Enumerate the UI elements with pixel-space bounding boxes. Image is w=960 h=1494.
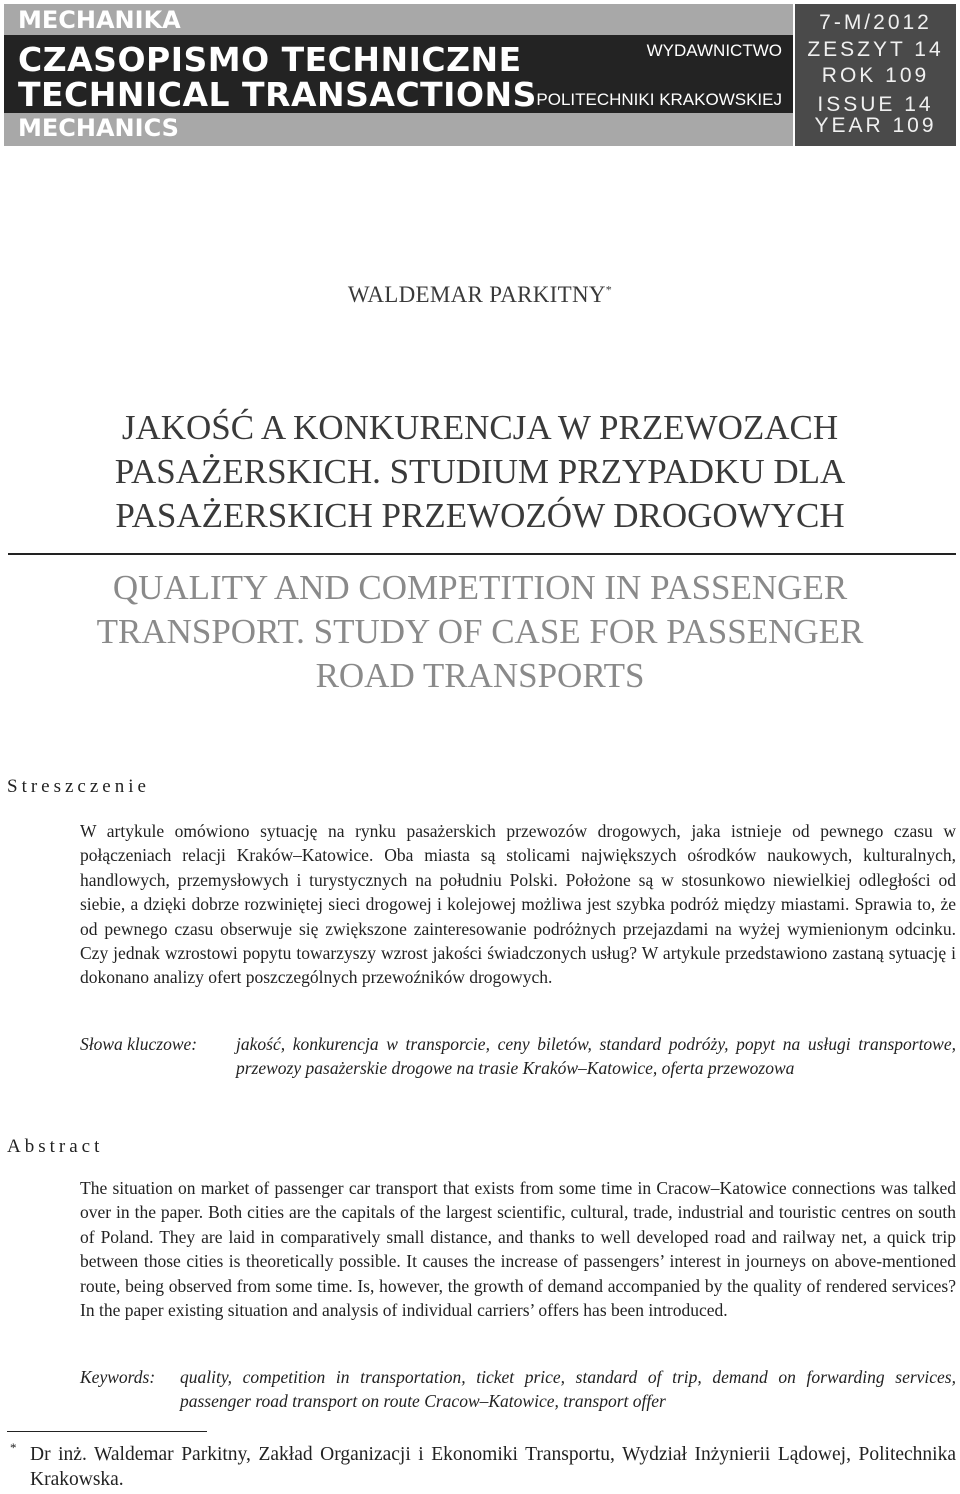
abstract-text: The situation on market of passenger car transport that exists from some time in Cracow–Katowice connections was talked over in the paper. Both cities are the capitals of the largest scientific, cultural, trade, industrial and touristic centres on south of Poland. They are laid in comparatively small distance, and thanks to well developed road and railway net, a quick trip between those cities is theoretically possible. It causes the increase of passengers’ interest in journeys on above-mentioned route, being observed from some time. Is, however, the growth of demand accompanied by the quality of rendered services? In the paper existing situation and analysis of individual carriers’ offers has been introduced. [80, 1178, 956, 1321]
journal-name-pl: CZASOPISMO TECHNICZNE [18, 40, 522, 79]
journal-name-en: TECHNICAL TRANSACTIONS [18, 75, 537, 114]
keywords-en [80, 1365, 956, 1414]
keywords-pl [80, 1032, 956, 1081]
title-polish: JAKOŚĆ A KONKURENCJA W PRZEWOZACH PASAŻERSKICH. STUDIUM PRZYPADKU DLA PASAŻERSKICH PRZEWOZÓW DROGOWYCH [114, 408, 846, 535]
issue-issue: ISSUE 14 [817, 93, 934, 116]
journal-section-en: MECHANICS [18, 114, 179, 142]
keywords-pl-label: Słowa kluczowe: [80, 1034, 198, 1054]
issue-rok: ROK 109 [821, 64, 930, 87]
title-divider [8, 553, 956, 555]
footnote-mark: * [10, 1440, 17, 1455]
streszczenie-text: W artykule omówiono sytuację na rynku pasażerskich przewozów drogowych, jaka istnieje od pewnego czasu w połączeniach relacji Kraków–Katowice. Oba miasta są stolicami największych ośrodków naukowych, kulturalnych, handlowych, przemysłowych i turystycznych na południu Polski. Położone są w stosunkowo niewielkiej odległości od siebie, a dzięki dobrze rozwiniętej sieci drogowej i kolejowej możliwa jest szybka podróż między miastami. Sprawia to, że od pewnego czasu obserwuje się zwiększone zainteresowanie podróżnych przejazdami na wyżej wymienionym odcinku. Czy jednak wzrostowi popytu towarzyszy wzrost jakości świadczonych usług? W artykule przedstawiono zastaną sytuację i dokonano analizy ofert poszczególnych przewoźników drogowych. [80, 821, 956, 988]
keywords-pl-text: jakość, konkurencja w transporcie, ceny biletów, standard podróży, popyt na usługi transportowe, przewozy pasażerskie drogowe na trasie Kraków–Katowice, oferta przewozowa [236, 1034, 956, 1079]
abstract-heading: Abstract [7, 1136, 104, 1157]
footnote-rule [7, 1431, 207, 1432]
issue-year: YEAR 109 [814, 114, 937, 137]
publisher-line-1: WYDAWNICTWO [646, 41, 782, 60]
journal-section-pl: MECHANIKA [18, 6, 181, 34]
keywords-en-text: quality, competition in transportation, ticket price, standard of trip, demand on forwarding services, passenger road transport on route Cracow–Katowice, transport offer [180, 1367, 956, 1412]
title-english: QUALITY AND COMPETITION IN PASSENGER TRANSPORT. STUDY OF CASE FOR PASSENGER ROAD TRANSPORTS [96, 568, 864, 695]
author-footnote-mark: * [605, 282, 613, 297]
footnote-affiliation: Dr inż. Waldemar Parkitny, Zakład Organizacji i Ekonomiki Transportu, Wydział Inżynierii Lądowej, Politechnika Krakowska. [30, 1444, 956, 1490]
issue-number: 7-M/2012 [819, 11, 932, 34]
author-name [0, 282, 960, 308]
streszczenie-heading: Streszczenie [7, 776, 150, 797]
keywords-en-label: Keywords: [80, 1367, 156, 1387]
author-name-text: WALDEMAR PARKITNY [347, 282, 606, 307]
publisher-line-2: POLITECHNIKI KRAKOWSKIEJ [536, 90, 782, 109]
issue-zeszyt: ZESZYT 14 [807, 38, 944, 61]
